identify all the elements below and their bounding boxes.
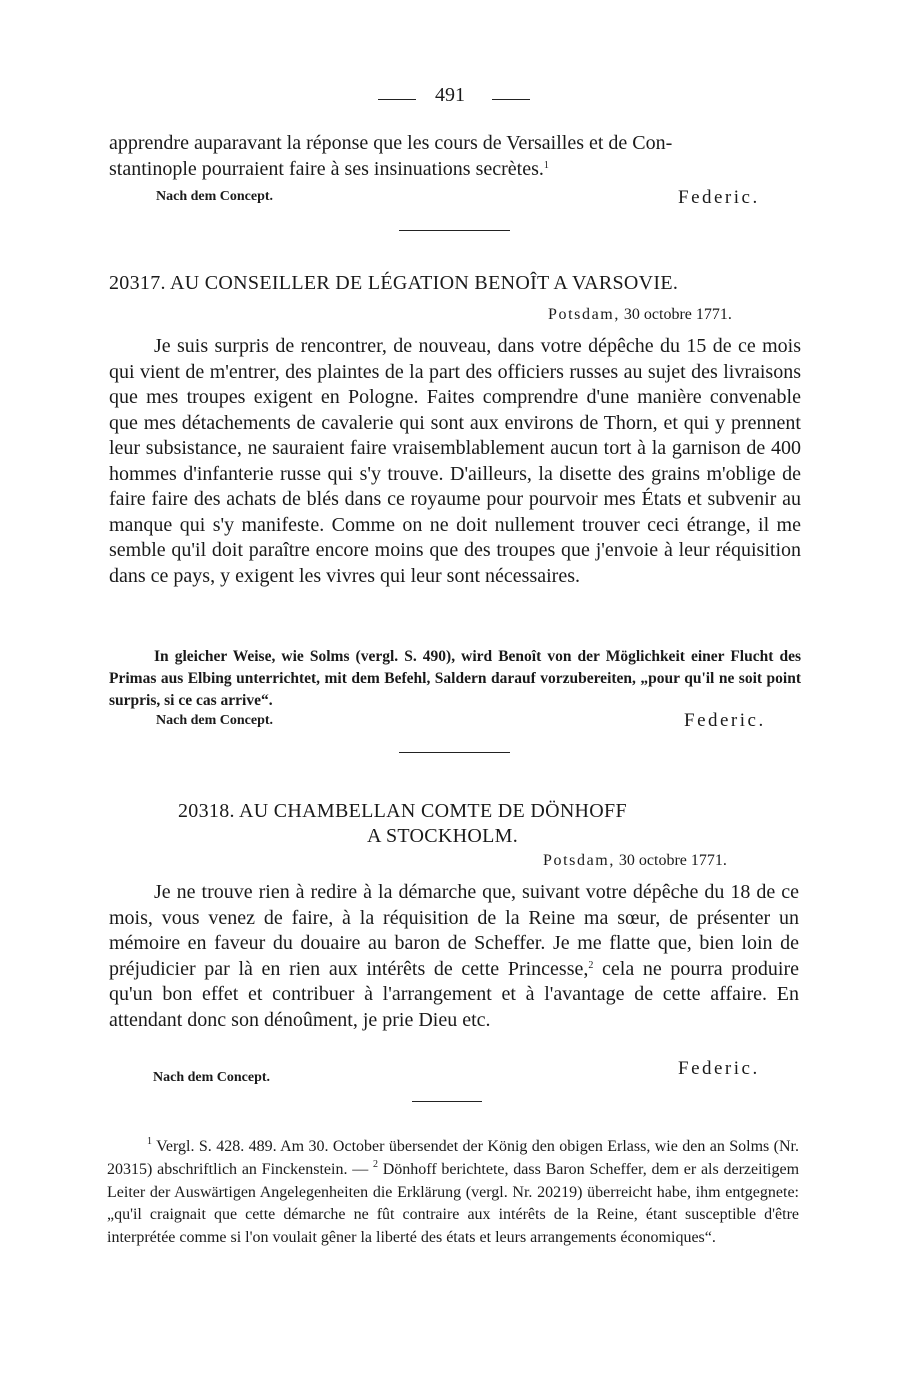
dateline-date: 30 octobre 1771. (618, 852, 727, 869)
top-paragraph-line2 (109, 157, 799, 183)
top-paragraph-text: stantinople pourraient faire à ses insinuations secrètes. (109, 158, 544, 180)
header-rule-left (378, 99, 416, 100)
footnote-1-text: Vergl. S. 428. 489. Am 30. October übersendet der König den obigen Erlass, wie den an Solms (Nr. 20315) abschriftlich an Finckenstein. — (107, 1138, 800, 1178)
footnote-2-text: Dönhoff berichtete, dass Baron Scheffer, dem er als derzeitigem Leiter der Auswärtigen Angelegenheiten die Erklärung (vergl. Nr. 20219) überreicht habe, ihm entgegnete: „qu'il craignait que cette démarche ne fût contraire aux intérêts de la Reine, étant susceptible d'être interprétée comme si l'on voulait gêner la liberté des états et leurs arrangements économiques“. (107, 1160, 800, 1247)
section-divider (399, 752, 510, 753)
dateline-place: Potsdam, (548, 306, 620, 323)
source-note: Nach dem Concept. (153, 1070, 271, 1085)
letter-body-part1: Je ne trouve rien à redire à la démarche que, suivant votre dépêche du 18 de ce mois, vous venez de faire, à la réquisition de la Reine ma sœur, de présenter un mémoire en faveur du douaire au baron de Scheffer. Je me flatte que, bien loin de préjudicier par là en rien aux intérêts de cette Princesse, (109, 881, 799, 980)
header-rule-right (492, 99, 530, 100)
footnotes (107, 1136, 799, 1250)
letter-heading-continued: A STOCKHOLM. (367, 825, 519, 847)
letter-heading: 20317. AU CONSEILLER DE LÉGATION BENOÎT A VARSOVIE. (109, 272, 679, 294)
footnote-ref-1: 1 (543, 160, 549, 171)
footnote-divider (412, 1101, 482, 1102)
dateline-place: Potsdam, (543, 852, 615, 869)
letter-body-part2: cela ne pourra produire qu'un bon effet et contribuer à l'arrangement et à l'avantage de cette affaire. En attendant donc son dénoûment, je prie Dieu etc. (109, 957, 800, 1031)
signature: Federic. (684, 710, 766, 731)
signature: Federic. (678, 1058, 760, 1079)
source-note: Nach dem Concept. (156, 713, 274, 728)
footnote-mark-1: 1 (147, 1136, 152, 1147)
section-divider (399, 230, 510, 231)
letter-heading: 20318. AU CHAMBELLAN COMTE DE DÖNHOFF (178, 800, 627, 822)
signature: Federic. (678, 187, 760, 208)
letter-body: Je suis surpris de rencontrer, de nouveau, dans votre dépêche du 15 de ce mois qui vient de m'entrer, des plaintes de la part des officiers russes au sujet des livraisons que mes troupes exigent en Pologne. Faites comprendre d'une manière convenable que mes détachements de cavalerie qui sont aux environs de Thorn, et qui y prennent leur subsistance, ne sauraient faire vraisemblablement aucun tort à la garnison de 400 hommes d'infanterie russe qui s'y trouve. D'ailleurs, la disette des grains m'oblige de faire faire des achats de blés dans ce royaume pour pourvoir mes États et subvenir au manque qui s'y manifeste. Comme on ne doit nullement trouver ceci étrange, il me semble qu'il doit paraître encore moins que des troupes que j'envoie à leur réquisition dans ce pays, y exigent les vivres qui leur sont nécessaires. (109, 335, 801, 587)
letter-body (109, 880, 799, 1033)
footnote-ref-2: 2 (588, 959, 594, 971)
dateline-date: 30 octobre 1771. (623, 306, 732, 323)
top-paragraph-line1: apprendre auparavant la réponse que les cours de Versailles et de Con- (109, 132, 673, 154)
source-note: Nach dem Concept. (156, 189, 274, 204)
dateline (548, 306, 732, 324)
page-number: 491 (435, 84, 465, 106)
dateline (543, 852, 727, 870)
footnote-mark-2: 2 (372, 1158, 378, 1170)
editorial-note: In gleicher Weise, wie Solms (vergl. S. 490), wird Benoît von der Möglichkeit einer Flucht des Primas aus Elbing unterrichtet, mit dem Befehl, Saldern darauf vorzubereiten, „pour qu'il ne soit point surpris, si ce cas arrive“. (109, 648, 801, 709)
